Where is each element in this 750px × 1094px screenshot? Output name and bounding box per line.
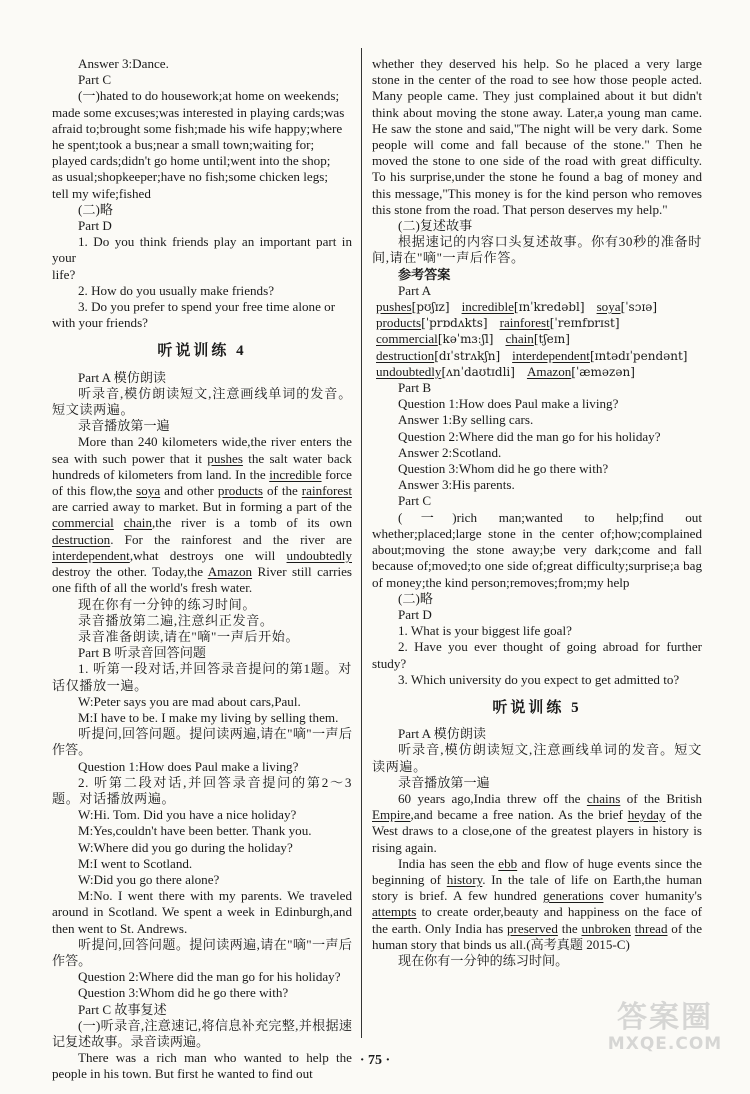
- underlined-word: products: [217, 483, 263, 499]
- passage-text: are carried away to market. But in forming a part of the: [52, 499, 352, 515]
- vocab-item: [505, 331, 569, 347]
- dialog-line: Question 1:How does Paul make a living?: [78, 758, 299, 774]
- answer-line: played cards;didn't go home until;went into the shop;: [52, 153, 331, 169]
- underlined-word: ebb: [498, 855, 518, 871]
- watermark-line-1: 答案圈: [617, 1000, 713, 1035]
- dialog-line: M:I went to Scotland.: [78, 855, 193, 871]
- underlined-word: undoubtedly: [286, 547, 352, 563]
- dialog-line: M:I have to be. I make my living by selling them.: [78, 709, 339, 725]
- answer-line: tell my wife;fished: [52, 185, 151, 201]
- first-play5-label: 录音播放第一遍: [398, 774, 490, 790]
- answer-line: (一)hated to do housework;at home on weekends;: [78, 88, 340, 104]
- part-a-heading: Part A 模仿朗读: [78, 369, 167, 385]
- answer-line: Question 3:Whom did he go there with?: [398, 461, 609, 477]
- instruction-line: 录音准备朗读,请在"嘀"一声后开始。: [78, 628, 300, 644]
- underlined-word: soya: [136, 483, 161, 499]
- passage-text: ,and became a free nation. As the brief: [410, 807, 628, 823]
- vocab-item: [527, 364, 635, 380]
- answer-line: 3. Which university do you expect to get admitted to?: [398, 671, 680, 687]
- vocab-list: [372, 299, 702, 380]
- vocab-word: destruction: [376, 347, 435, 363]
- vocab-item: [376, 299, 450, 315]
- first-play-label: 录音播放第一遍: [78, 418, 170, 434]
- vocab-word: Amazon: [526, 363, 572, 379]
- part-a-instructions: 听录音,模仿朗读短文,注意画线单词的发音。短文读两遍。: [52, 385, 352, 418]
- answer-line: Answer 1:By selling cars.: [398, 412, 534, 428]
- underlined-word: thread: [634, 920, 668, 936]
- answer-line: 2. Have you ever thought of going abroad for further study?: [372, 639, 702, 671]
- passage-text: ,the river is a tomb of its own: [152, 515, 352, 531]
- passage-text: the: [557, 920, 582, 936]
- instruction-line: 现在你有一分钟的练习时间。: [78, 596, 257, 612]
- vocab-phonetic: [ɪnˈkredəbl]: [513, 300, 585, 315]
- answers-heading: 参考答案: [398, 266, 451, 282]
- underlined-word: generations: [543, 888, 604, 904]
- underlined-word: interdependent: [52, 547, 130, 563]
- passage-text: the salt water back hundreds of kilometers from land. In the: [52, 450, 352, 482]
- vocab-word: commercial: [376, 331, 438, 347]
- passage-text: River still carries one fifth of all the world's fresh water.: [52, 564, 352, 596]
- answer-line: Part C: [398, 493, 432, 509]
- answer-line: Part D: [78, 218, 112, 234]
- passage-text: . For the rainforest and the river are: [110, 531, 352, 547]
- vocab-item: [597, 299, 658, 315]
- dialog-line: W:Did you go there alone?: [78, 871, 220, 887]
- answer-line: made some excuses;was interested in playing cards;was: [52, 104, 345, 120]
- dialog-line: W:Peter says you are mad about cars,Paul.: [78, 693, 301, 709]
- dialog-1-instructions: 1. 听第一段对话,并回答录音提问的第1题。对话仅播放一遍。: [52, 661, 352, 693]
- underlined-word: rainforest: [301, 483, 352, 499]
- dialog-line: (一)听录音,注意速记,将信息补充完整,并根据速记复述故事。录音读两遍。: [52, 1017, 352, 1049]
- passage-text: of the West draws to a close,one of the greatest players in history is rising again.: [372, 807, 702, 855]
- vocab-phonetic: [ɪntədɪˈpendənt]: [589, 348, 688, 363]
- answer-line: (二)略: [78, 201, 113, 217]
- underlined-word: history: [446, 871, 483, 887]
- answer-line: 3. Do you prefer to spend your free time alone or: [78, 299, 336, 315]
- dialog-1: [52, 694, 352, 775]
- vocab-phonetic: [ˈæməzən]: [571, 364, 635, 379]
- dialog-line: W:Hi. Tom. Did you have a nice holiday?: [78, 807, 297, 823]
- vocab-phonetic: [ʌnˈdaʊtɪdli]: [441, 364, 515, 379]
- watermark-logo: [600, 1000, 730, 1070]
- vocab-item: [376, 331, 493, 347]
- underlined-word: commercial: [52, 515, 114, 531]
- passage-5-text: [372, 791, 702, 953]
- answer-line: he spent;took a bus;near a small town;waiting for;: [52, 137, 315, 153]
- vocab-item: [462, 299, 585, 315]
- underlined-word: Amazon: [207, 564, 253, 580]
- underlined-word: heyday: [627, 807, 666, 823]
- part-a5-instructions: 听录音,模仿朗读短文,注意画线单词的发音。短文读两遍。: [372, 742, 702, 774]
- passage-text: of the human story that binds us all.(高考真题 2015-C): [372, 920, 703, 952]
- passage-text: destroy the other. Today,the: [52, 564, 208, 580]
- dialog-line: M:Yes,couldn't have been better. Thank you.: [78, 823, 312, 839]
- section-title-4: 听说训练 4: [157, 343, 247, 360]
- vocab-word: chain: [505, 331, 534, 347]
- retell-heading: (二)复述故事: [398, 218, 473, 234]
- answer-line: as usual;shopkeeper;have no fish;some chicken legs;: [52, 169, 328, 185]
- passage-text: India has seen the: [398, 855, 499, 871]
- answer-line: 1. Do you think friends play an important part in your: [52, 234, 352, 266]
- answers-part-a: Part A: [398, 282, 432, 298]
- vocab-word: products: [376, 315, 422, 331]
- answer-line: Question 1:How does Paul make a living?: [398, 396, 619, 412]
- passage-text: 60 years ago,India threw off the: [398, 790, 587, 806]
- vocab-phonetic: [ˈsɔɪə]: [620, 300, 658, 315]
- underlined-word: unbroken: [581, 920, 631, 936]
- vocab-item: [500, 315, 620, 331]
- vocab-item: [376, 348, 500, 364]
- dialog-line: Part C 故事复述: [78, 1001, 167, 1017]
- vocab-phonetic: [ˈreɪnfɒrɪst]: [549, 316, 620, 331]
- answers-part-c-2: (二)略: [398, 590, 433, 606]
- passage-text: to create order,beauty and happiness on the face of the earth. Only India has: [372, 904, 702, 936]
- practice5-label: 现在你有一分钟的练习时间。: [398, 952, 569, 968]
- answer-line: Question 2:Where did the man go for his holiday?: [398, 428, 661, 444]
- dialog-2: [52, 807, 352, 1082]
- watermark-line-2: MXQE.COM: [607, 1034, 723, 1054]
- page-number: · 75 ·: [359, 1053, 391, 1068]
- vocab-phonetic: [dɪˈstrʌkʃn]: [434, 348, 501, 363]
- answer-line: Answer 3:Dance.: [78, 56, 169, 71]
- dialog-line: Question 2:Where did the man go for his holiday?: [78, 969, 341, 985]
- vocab-word: incredible: [461, 299, 514, 315]
- dialog-line: 听提问,回答问题。提问读两遍,请在"嘀"一声后作答。: [52, 936, 352, 968]
- vocab-word: rainforest: [499, 315, 550, 331]
- underlined-word: Empire: [372, 807, 411, 823]
- passage-text: ,what destroys one will: [129, 547, 287, 563]
- answers-part-b: [372, 380, 702, 510]
- column-divider: [361, 48, 362, 1038]
- dialog-2-instructions: 2. 听第二段对话,并回答录音提问的第2～3题。对话播放两遍。: [52, 774, 352, 806]
- vocab-item: [512, 348, 687, 364]
- underlined-word: destruction: [52, 531, 111, 547]
- passage-text: . In the tale of life on Earth,the human story is brief. A few hundred: [372, 871, 702, 904]
- retell-instructions: 根据速记的内容口头复述故事。你有30秒的准备时间,请在"嘀"一声后作答。: [372, 234, 702, 266]
- reading-passage-5: [372, 791, 702, 953]
- passage-text: of the British: [620, 790, 702, 806]
- passage-text: and other: [160, 483, 218, 499]
- underlined-word: attempts: [372, 904, 417, 920]
- vocab-word: pushes: [376, 299, 412, 315]
- answer-line: 1. What is your biggest life goal?: [398, 623, 572, 639]
- vocab-item: [376, 364, 515, 380]
- dialog-line: M:No. I went there with my parents. We traveled around in Scotland. We spent a week in Edinburgh,and then went to St. Andrews.: [52, 888, 352, 936]
- passage-text: of the: [262, 483, 302, 499]
- section-title-5: 听说训练 5: [492, 699, 582, 716]
- underlined-word: chains: [586, 790, 621, 806]
- passage-text: force of this flow,the: [52, 466, 352, 499]
- part-b-heading: Part B 听录音回答问题: [78, 645, 207, 661]
- vocab-phonetic: [tʃeɪn]: [533, 332, 570, 347]
- vocab-word: undoubtedly: [376, 363, 442, 379]
- answers-part-d: [372, 607, 702, 688]
- practice-instructions: [52, 597, 352, 646]
- part-c-d-answers: [52, 56, 352, 331]
- passage-text: More than 240 kilometers wide,the river enters the sea with such power that it: [52, 434, 352, 466]
- answer-line: 2. How do you usually make friends?: [78, 282, 275, 298]
- passage-text: cover humanity's: [603, 888, 702, 904]
- vocab-word: interdependent: [512, 347, 590, 363]
- dialog-line: Question 3:Whom did he go there with?: [78, 985, 289, 1001]
- underlined-word: preserved: [506, 920, 558, 936]
- answer-line: Part B: [398, 380, 432, 396]
- left-column: [52, 56, 352, 1083]
- answer-line: Part D: [398, 606, 432, 622]
- answer-line: life?: [52, 266, 76, 282]
- underlined-word: incredible: [269, 466, 322, 482]
- underlined-word: chain: [123, 515, 152, 531]
- answer-line: Answer 2:Scotland.: [398, 444, 502, 460]
- reading-passage: [52, 434, 352, 596]
- dialog-line: W:Where did you go during the holiday?: [78, 839, 293, 855]
- answer-line: afraid to;brought some fish;made his wife happy;where: [52, 120, 343, 136]
- right-column: [372, 56, 702, 969]
- vocab-phonetic: [kəˈmɜːʃl]: [437, 332, 494, 347]
- vocab-phonetic: [pʊʃɪz]: [411, 300, 450, 315]
- answer-line: Part C: [78, 72, 112, 88]
- underlined-word: pushes: [207, 450, 243, 466]
- dialog-line: There was a rich man who wanted to help the people in his town. But first he wanted to find out: [52, 1050, 352, 1082]
- vocab-word: soya: [596, 299, 621, 315]
- passage-text: and flow of huge events since the beginning of: [372, 855, 702, 887]
- instruction-line: 录音播放第二遍,注意纠正发音。: [78, 612, 274, 628]
- part-a5-heading: Part A 模仿朗读: [398, 726, 487, 742]
- vocab-phonetic: [ˈprɒdʌkts]: [421, 316, 488, 331]
- answer-line: Answer 3:His parents.: [398, 477, 515, 493]
- dialog-line: 听提问,回答问题。提问读两遍,请在"嘀"一声后作答。: [52, 726, 352, 758]
- answers-part-c-text: (一)rich man;wanted to help;find out whether;placed;large stone in the center of;how;complained about;moving the stone away;be very dark;come and fall because of;moved;to one side of;great difficulty;surprise;a bag of money;the kind person;removes;from;my help: [372, 509, 702, 590]
- answer-line: with your friends?: [52, 315, 148, 331]
- vocab-item: [376, 315, 488, 331]
- story-text: whether they deserved his help. So he placed a very large stone in the center of the road to see how those people acted. Many people came. They just complained about it but didn't think about moving the stone away. Later,a young man came. He saw the stone and said,"The night will be very dark. Some people will come and fall because of the stone." Then he moved the stone to one side of the road with great difficulty. To his surprise,under the stone he found a bag of money and this message,"This money is for the kind person who removes this stone from the road. That person deserves my help.": [372, 56, 702, 217]
- passage-text: [114, 515, 124, 530]
